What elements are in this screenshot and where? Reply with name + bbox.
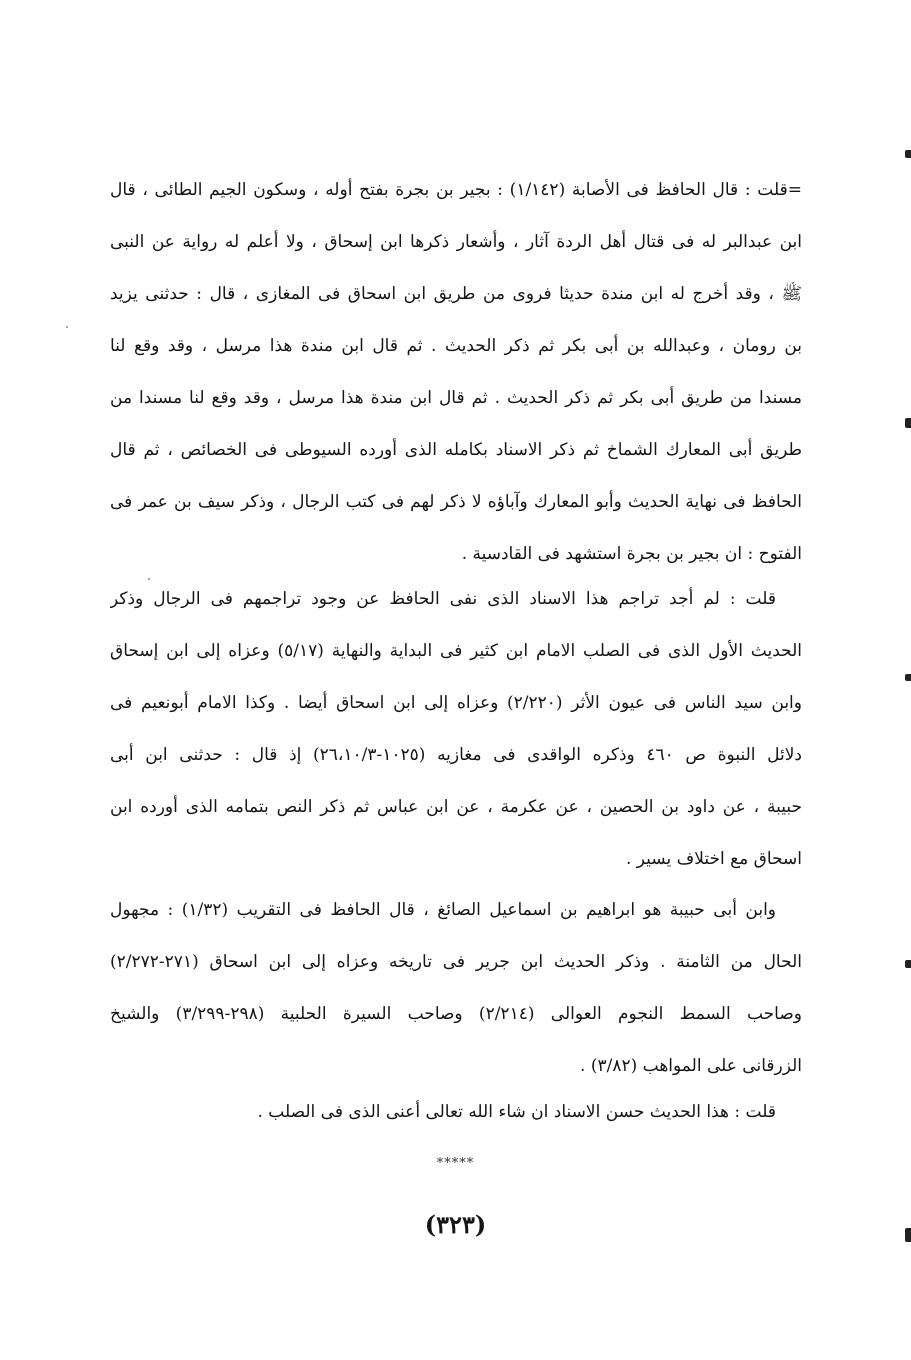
page-number: (٣٢٣)	[424, 1210, 487, 1239]
text-line: بن رومان ، وعبدالله بن أبى بكر ثم ذكر الحديث . ثم قال ابن مندة هذا مرسل ، وقد وقع لنا	[110, 336, 802, 356]
text-line: وابن أبى حبيبة هو ابراهيم بن اسماعيل الصائغ ، قال الحافظ فى التقريب (١/٣٢) : مجهول	[110, 900, 777, 920]
text-line: الفتوح : ان بجير بن بجرة استشهد فى القادسية .	[461, 544, 802, 564]
text-line: الحال من الثامنة . وذكر الحديث ابن جرير فى تاريخه وعزاه إلى ابن اسحاق (٢٧١-٢/٢٧٢)	[110, 952, 802, 972]
scan-edge-mark	[905, 1228, 911, 1242]
text-line: دلائل النبوة ص ٤٦٠ وذكره الواقدى فى مغازيه (١٠٢٥-٢٦،١٠/٣) إذ قال : حدثنى ابن أبى	[110, 745, 802, 765]
paragraph-2	[110, 573, 802, 885]
text-line: طريق أبى المعارك الشماخ ثم ذكر الاسناد بكامله الذى أورده السيوطى فى الخصائص ، ثم قال	[110, 440, 802, 460]
text-line: =قلت : قال الحافظ فى الأصابة (١/١٤٢) : بجير بن بجرة بفتح أوله ، وسكون الجيم الطائى ، قال	[110, 180, 802, 200]
scan-edge-mark	[905, 418, 911, 428]
text-line: ﷺ ، وقد أخرج له ابن مندة حديثا فروى من طريق ابن اسحاق فى المغازى ، قال : حدثنى يزيد	[110, 284, 802, 304]
paragraph-1	[110, 164, 802, 580]
section-separator: *****	[436, 1156, 475, 1171]
text-line: الحافظ فى نهاية الحديث وأبو المعارك وآباؤه لا ذكر لهم فى كتب الرجال ، وذكر سيف بن عمر فى	[110, 492, 802, 512]
paragraph-3	[110, 884, 802, 1092]
scan-edge-mark	[905, 674, 911, 681]
scan-edge-mark	[905, 150, 911, 158]
text-line: اسحاق مع اختلاف يسير .	[625, 849, 802, 869]
text-line: وصاحب السمط النجوم العوالى (٢/٢١٤) وصاحب السيرة الحلبية (٢٩٨-٣/٢٩٩) والشيخ	[110, 1004, 802, 1024]
text-line: حبيبة ، عن داود بن الحصين ، عن عكرمة ، عن ابن عباس ثم ذكر النص بتمامه الذى أورده ابن	[110, 797, 802, 817]
text-line: قلت : لم أجد تراجم هذا الاسناد الذى نفى الحافظ عن وجود تراجمهم فى الرجال وذكر	[110, 589, 776, 609]
text-line: الزرقانى على المواهب (٣/٨٢) .	[580, 1056, 802, 1076]
scan-edge-mark	[905, 960, 911, 968]
text-line: مسندا من طريق أبى بكر ثم ذكر الحديث . ثم قال ابن مندة هذا مرسل ، وقد وقع لنا مسندا من	[110, 388, 802, 408]
scan-speck	[148, 578, 150, 580]
scan-speck	[66, 326, 68, 328]
text-line: الحديث الأول الذى فى الصلب الامام ابن كثير فى البداية والنهاية (٥/١٧) وعزاه إلى ابن إسحاق	[110, 641, 802, 661]
text-line: وابن سيد الناس فى عيون الأثر (٢/٢٢٠) وعزاه إلى ابن اسحاق أيضا . وكذا الامام أبونعيم فى	[110, 693, 802, 713]
text-line: قلت : هذا الحديث حسن الاسناد ان شاء الله تعالى أعنى الذى فى الصلب .	[257, 1102, 776, 1122]
text-line: ابن عبدالبر له فى قتال أهل الردة آثار ، وأشعار ذكرها ابن إسحاق ، ولا أعلم له رواية عن النبى	[110, 232, 802, 252]
paragraph-4	[110, 1087, 802, 1137]
